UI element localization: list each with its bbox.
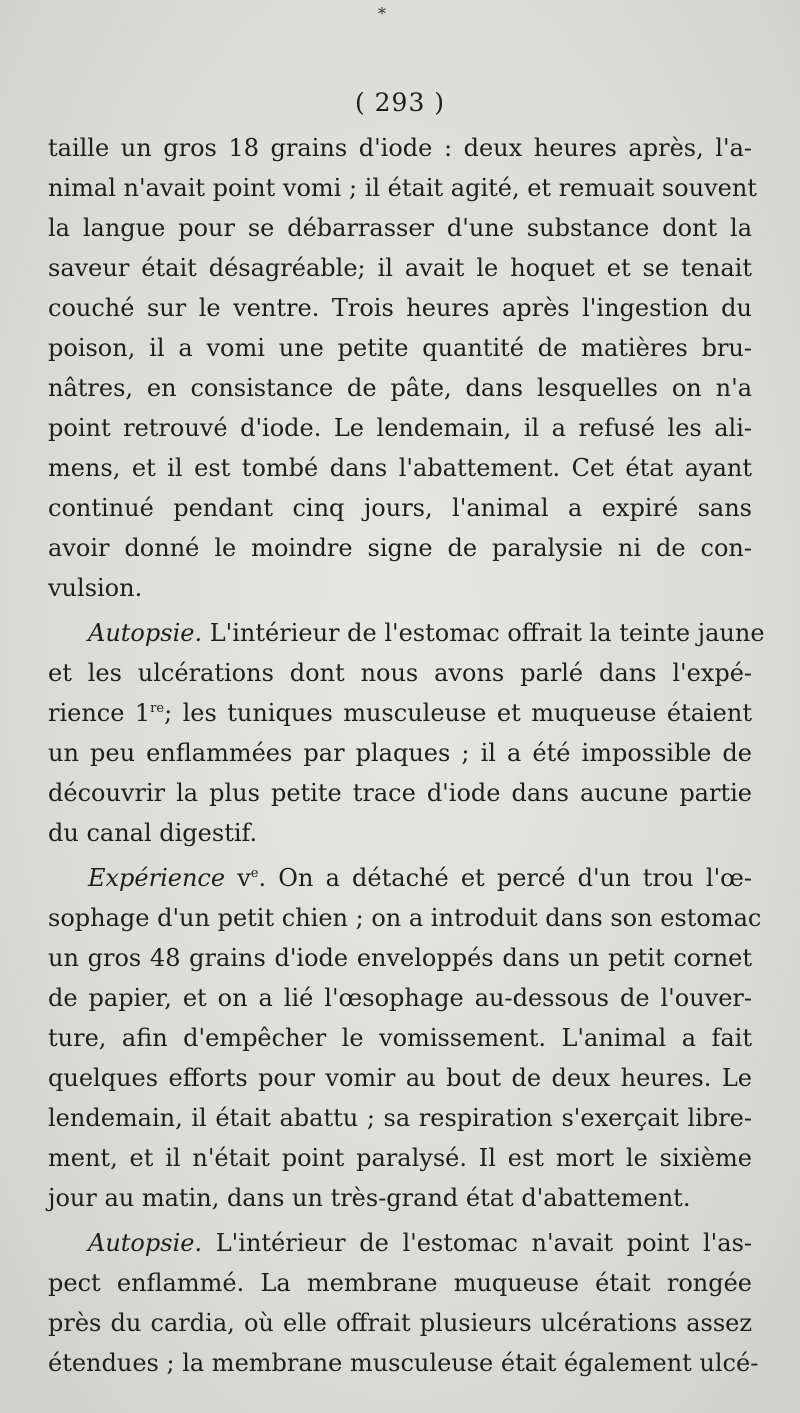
text-line: découvrir la plus petite trace d'iode dans aucune partie <box>48 779 752 807</box>
text-line: de papier, et on a lié l'œsophage au-dessous de l'ouver- <box>48 984 752 1012</box>
text-line: vulsion. <box>48 574 143 602</box>
text-line: point retrouvé d'iode. Le lendemain, il a refusé les ali- <box>48 414 752 442</box>
text-line: avoir donné le moindre signe de paralysie ni de con- <box>48 534 752 562</box>
text-line: couché sur le ventre. Trois heures après l'ingestion du <box>48 294 752 322</box>
text-line: lendemain, il était abattu ; sa respiration s'exerçait libre- <box>48 1104 752 1132</box>
text-line: un peu enflammées par plaques ; il a été impossible de <box>48 739 752 767</box>
text-line: nâtres, en consistance de pâte, dans lesquelles on n'a <box>48 374 752 402</box>
page-number: ( 293 ) <box>354 88 446 117</box>
text-line: près du cardia, où elle offrait plusieurs ulcérations assez <box>48 1309 752 1337</box>
text-line: poison, il a vomi une petite quantité de matières bru- <box>48 334 752 362</box>
text-line: étendues ; la membrane musculeuse était également ulcé- <box>48 1349 759 1377</box>
text-line: et les ulcérations dont nous avons parlé dans l'expé- <box>48 659 752 687</box>
text-line: jour au matin, dans un très-grand état d'abattement. <box>48 1184 691 1212</box>
text-line: taille un gros 18 grains d'iode : deux heures après, l'a- <box>48 134 752 162</box>
text-line: la langue pour se débarrasser d'une substance dont la <box>48 214 752 242</box>
text-line: quelques efforts pour vomir au bout de deux heures. Le <box>48 1064 752 1092</box>
text-line: mens, et il est tombé dans l'abattement. Cet état ayant <box>48 454 752 482</box>
text-line: saveur était désagréable; il avait le hoquet et se tenait <box>48 254 752 282</box>
text-line: Autopsie. L'intérieur de l'estomac offrait la teinte jaune <box>88 619 765 647</box>
text-line: rience 1re; les tuniques musculeuse et muqueuse étaient <box>48 699 752 727</box>
text-line: Expérience $v^e$. On a détaché et percé d'un trou l'œ- <box>88 864 753 892</box>
section-heading-autopsie: Autopsie. <box>88 619 203 647</box>
text-line: nimal n'avait point vomi ; il était agité, et remuait souvent <box>48 174 757 202</box>
text-line: pect enflammé. La membrane muqueuse était rongée <box>48 1269 752 1297</box>
text-line: ment, et il n'était point paralysé. Il est mort le sixième <box>48 1144 752 1172</box>
section-heading-autopsie: Autopsie. <box>88 1229 203 1257</box>
text-line: Autopsie. L'intérieur de l'estomac n'avait point l'as- <box>88 1229 752 1257</box>
text-line: continué pendant cinq jours, l'animal a expiré sans <box>48 494 752 522</box>
text-line: sophage d'un petit chien ; on a introduit dans son estomac <box>48 904 762 932</box>
printer-mark: * <box>378 4 386 23</box>
text-line: ture, afin d'empêcher le vomissement. L'animal a fait <box>48 1024 752 1052</box>
text-line: du canal digestif. <box>48 819 258 847</box>
section-heading-experience: Expérience <box>88 864 226 892</box>
text-line: un gros 48 grains d'iode enveloppés dans un petit cornet <box>48 944 752 972</box>
